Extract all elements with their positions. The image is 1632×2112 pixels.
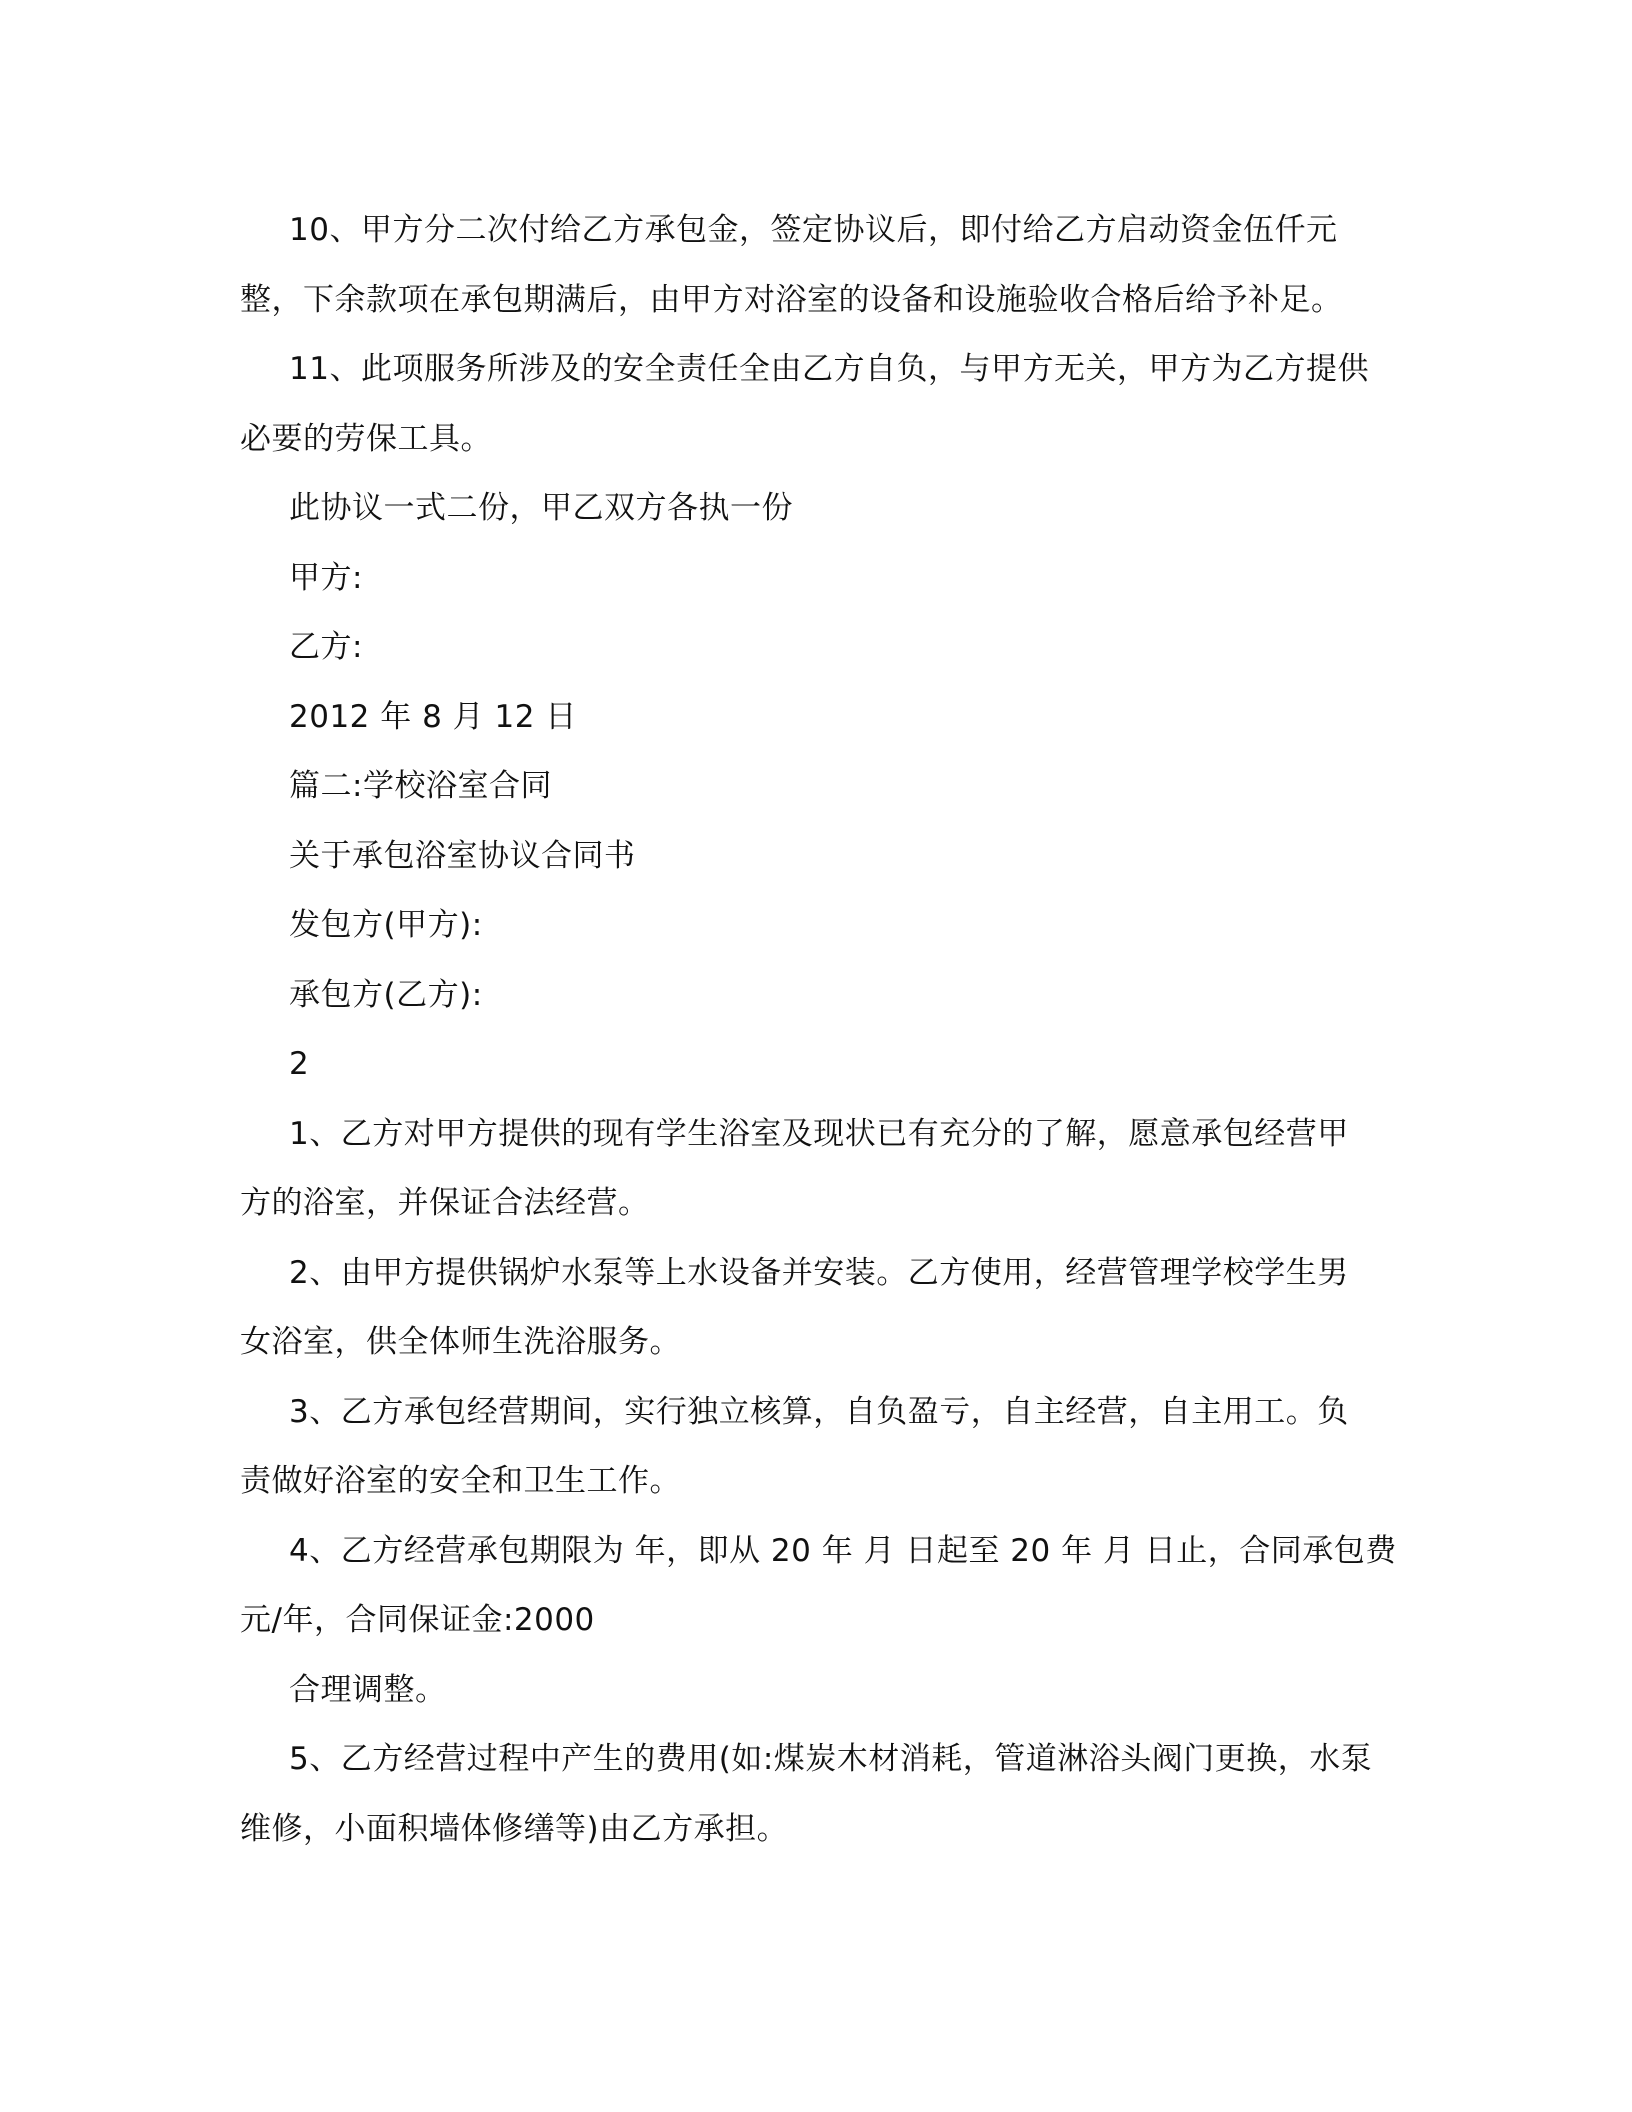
clause-10-line-2: 整，下余款项在承包期满后，由甲方对浴室的设备和设施验收合格后给予补足。 [240,281,1343,318]
copies-statement: 此协议一式二份，甲乙双方各执一份 [289,490,793,526]
clause-11-line-1: 11、此项服务所涉及的安全责任全由乙方自负，与甲方无关，甲方为乙方提供 [289,351,1369,387]
page-number: 2 [289,1046,310,1082]
clause-2-line-2: 女浴室，供全体师生洗浴服务。 [240,1324,681,1360]
contractee-party-b: 承包方(乙方): [289,976,483,1013]
clause-11-line-2: 必要的劳保工具。 [240,420,492,457]
clause-2-line-1: 2、由甲方提供锅炉水泵等上水设备并安装。乙方使用，经营管理学校学生男 [289,1254,1349,1291]
clause-1-line-2: 方的浴室，并保证合法经营。 [240,1185,650,1221]
clause-3-line-1: 3、乙方承包经营期间，实行独立核算，自负盈亏，自主经营，自主用工。负 [289,1393,1349,1430]
signing-date: 2012 年 8 月 12 日 [289,698,577,735]
contract-title: 关于承包浴室协议合同书 [289,837,636,874]
section-heading: 篇二:学校浴室合同 [289,768,552,804]
party-a-signature: 甲方: [289,559,363,596]
document-body [240,196,1397,1864]
clause-5-line-2: 维修，小面积墙体修缮等)由乙方承担。 [240,1810,789,1847]
clause-10-line-1: 10、甲方分二次付给乙方承包金，签定协议后，即付给乙方启动资金伍仟元 [289,212,1338,248]
clause-4-line-2: 元/年，合同保证金:2000 [240,1602,595,1638]
contractor-party-a: 发包方(甲方): [289,907,483,943]
adjustment-note: 合理调整。 [289,1671,447,1708]
clause-1-line-1: 1、乙方对甲方提供的现有学生浴室及现状已有充分的了解，愿意承包经营甲 [289,1115,1349,1152]
party-b-signature: 乙方: [289,629,363,665]
clause-3-line-2: 责做好浴室的安全和卫生工作。 [240,1463,681,1499]
clause-5-line-1: 5、乙方经营过程中产生的费用(如:煤炭木材消耗，管道淋浴头阀门更换，水泵 [289,1741,1373,1777]
clause-4-line-1: 4、乙方经营承包期限为 年，即从 20 年 月 日起至 20 年 月 日止，合同承包费 [289,1532,1397,1569]
